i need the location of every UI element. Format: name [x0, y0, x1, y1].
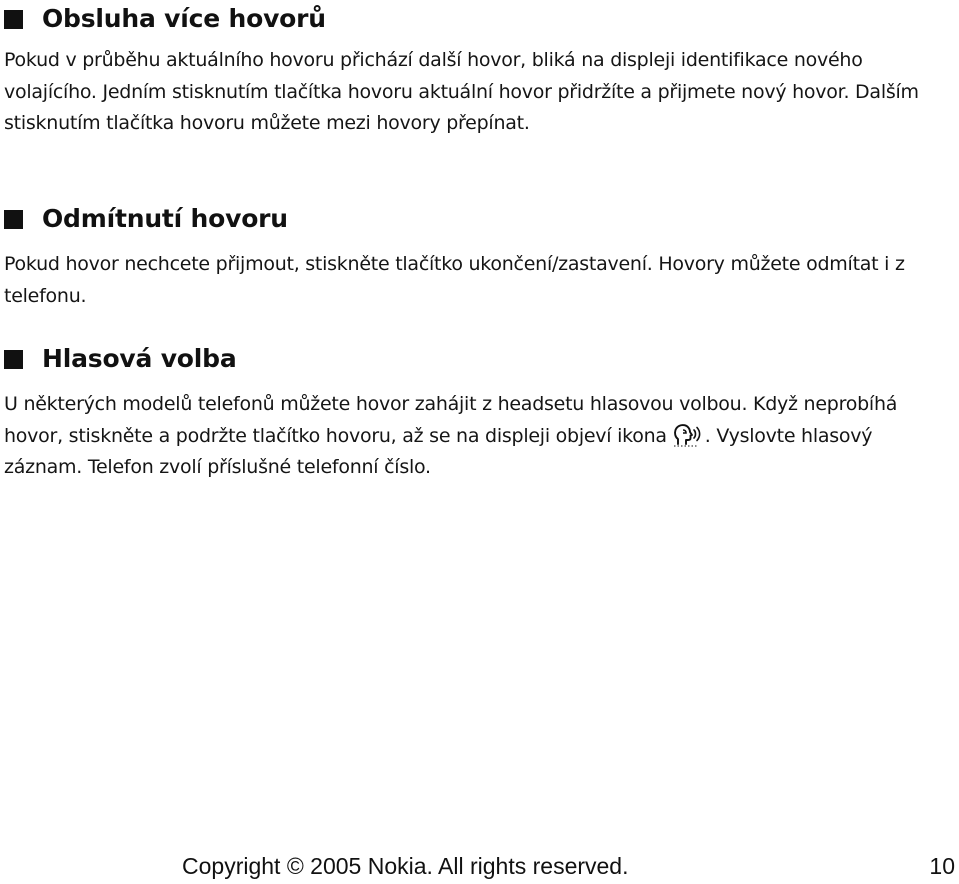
- section-heading: [4, 343, 949, 375]
- section-reject-call: [4, 203, 949, 312]
- voice-dial-icon: [671, 423, 701, 447]
- section-multiple-calls: [4, 3, 949, 140]
- heading-text: Odmítnutí hovoru: [42, 204, 288, 233]
- heading-text: Obsluha více hovorů: [42, 4, 326, 33]
- section-heading: [4, 3, 949, 35]
- paragraph-text-before-icon: U některých modelů telefonů můžete hovor zahájit z headsetu hlasovou volbou. Když neprobíhá hovor, stiskněte a podržte tlačítko hovoru, až se na displeji objeví ikona: [4, 393, 898, 447]
- copyright-footer: Copyright © 2005 Nokia. All rights reserved.: [182, 853, 629, 879]
- paragraph-text-after-icon: . Vyslovte hlasový záznam. Telefon zvolí příslušné telefonní číslo.: [4, 424, 873, 478]
- square-bullet-icon: [4, 210, 23, 229]
- page-number: 10: [929, 853, 955, 879]
- section-paragraph: Pokud hovor nechcete přijmout, stiskněte tlačítko ukončení/zastavení. Hovory můžete odmítat i z telefonu.: [4, 253, 905, 307]
- section-paragraph: [4, 389, 949, 484]
- section-voice-dialing: [4, 343, 949, 484]
- section-heading: [4, 203, 949, 235]
- section-paragraph: Pokud v průběhu aktuálního hovoru přichází další hovor, bliká na displeji identifikace nového volajícího. Jedním stisknutím tlačítka hovoru aktuální hovor přidržíte a přijmete nový hovor. Dalším stisknutím tlačítka hovoru můžete mezi hovory přepínat.: [4, 49, 919, 134]
- square-bullet-icon: [4, 10, 23, 29]
- square-bullet-icon: [4, 350, 23, 369]
- heading-text: Hlasová volba: [42, 344, 237, 373]
